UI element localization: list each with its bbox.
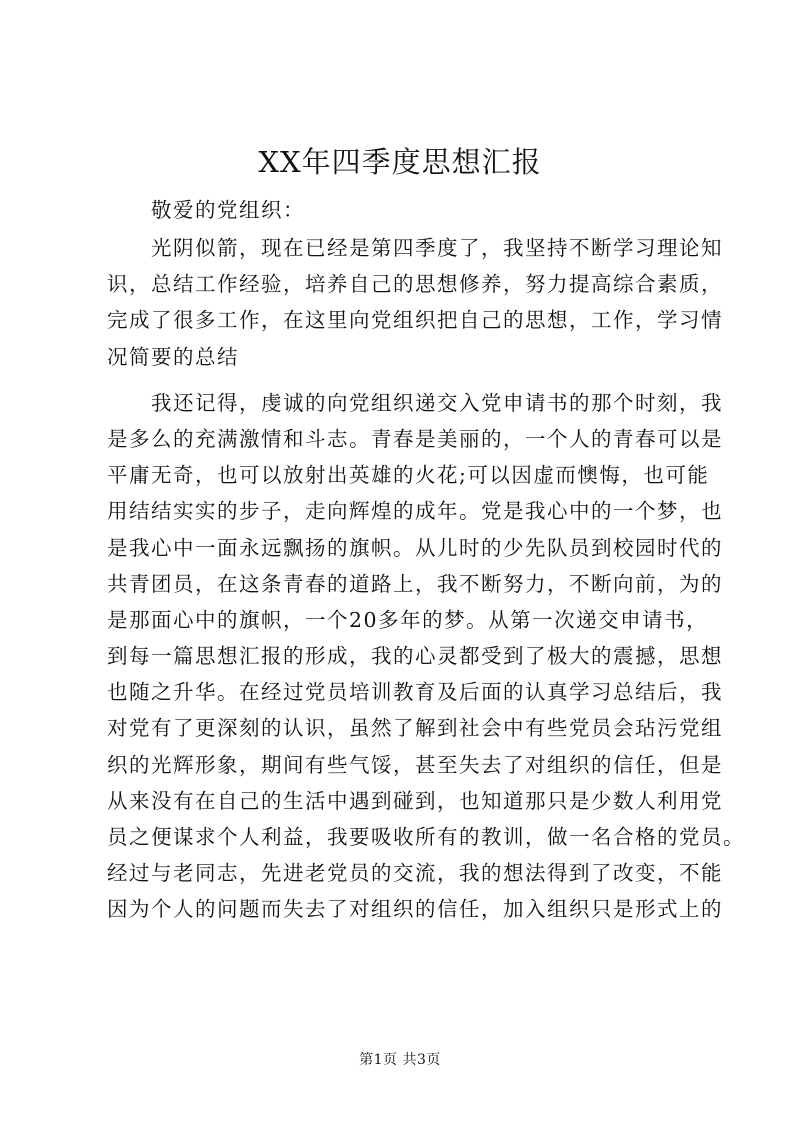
text-line: 经过与老同志，先进老党员的交流，我的想法得到了改变，不能 [107, 861, 723, 886]
paragraph-1 [107, 230, 723, 375]
text-line: 况简要的总结 [107, 344, 239, 369]
text-line: 是那面心中的旗帜，一个20多年的梦。从第一次递交申请书， [107, 607, 709, 632]
text-line: 光阴似箭，现在已经是第四季度了，我坚持不断学习理论知 [151, 236, 723, 260]
text-line: 平庸无奇，也可以放射出英雄的火花;可以因虚而懊悔，也可能 [107, 463, 710, 488]
text-line: 用结结实实的步子，走向辉煌的成年。党是我心中的一个梦，也 [107, 499, 723, 524]
page-number-footer: 第1页 共3页 [359, 1052, 441, 1068]
text-line: 对党有了更深刻的认识，虽然了解到社会中有些党员会玷污党组 [107, 716, 723, 741]
salutation: 敬爱的党组织： [151, 198, 305, 222]
text-line: 我还记得，虔诚的向党组织递交入党申请书的那个时刻，我 [151, 390, 723, 415]
document-body [107, 230, 745, 928]
text-line: 是我心中一面永远飘扬的旗帜。从儿时的少先队员到校园时代的 [107, 535, 723, 560]
text-line: 员之便谋求个人利益，我要吸收所有的教训，做一名合格的党员。 [107, 825, 745, 849]
paragraph-2 [107, 385, 745, 928]
text-line: 识，总结工作经验，培养自己的思想修养，努力提高综合素质， [107, 272, 723, 297]
text-line: 到每一篇思想汇报的形成，我的心灵都受到了极大的震撼，思想 [107, 644, 723, 669]
text-line: 从来没有在自己的生活中遇到碰到，也知道那只是少数人利用党 [107, 788, 723, 813]
text-line: 是多么的充满激情和斗志。青春是美丽的，一个人的青春可以是 [107, 426, 723, 451]
document-title: XX年四季度思想汇报 [258, 145, 542, 179]
text-line: 完成了很多工作，在这里向党组织把自己的思想，工作，学习情 [107, 308, 723, 333]
text-line: 因为个人的问题而失去了对组织的信任，加入组织只是形式上的 [107, 897, 723, 922]
text-line: 共青团员，在这条青春的道路上，我不断努力，不断向前，为的 [107, 571, 723, 596]
text-line: 也随之升华。在经过党员培训教育及后面的认真学习总结后，我 [107, 680, 723, 705]
text-line: 织的光辉形象，期间有些气馁，甚至失去了对组织的信任，但是 [107, 752, 723, 777]
